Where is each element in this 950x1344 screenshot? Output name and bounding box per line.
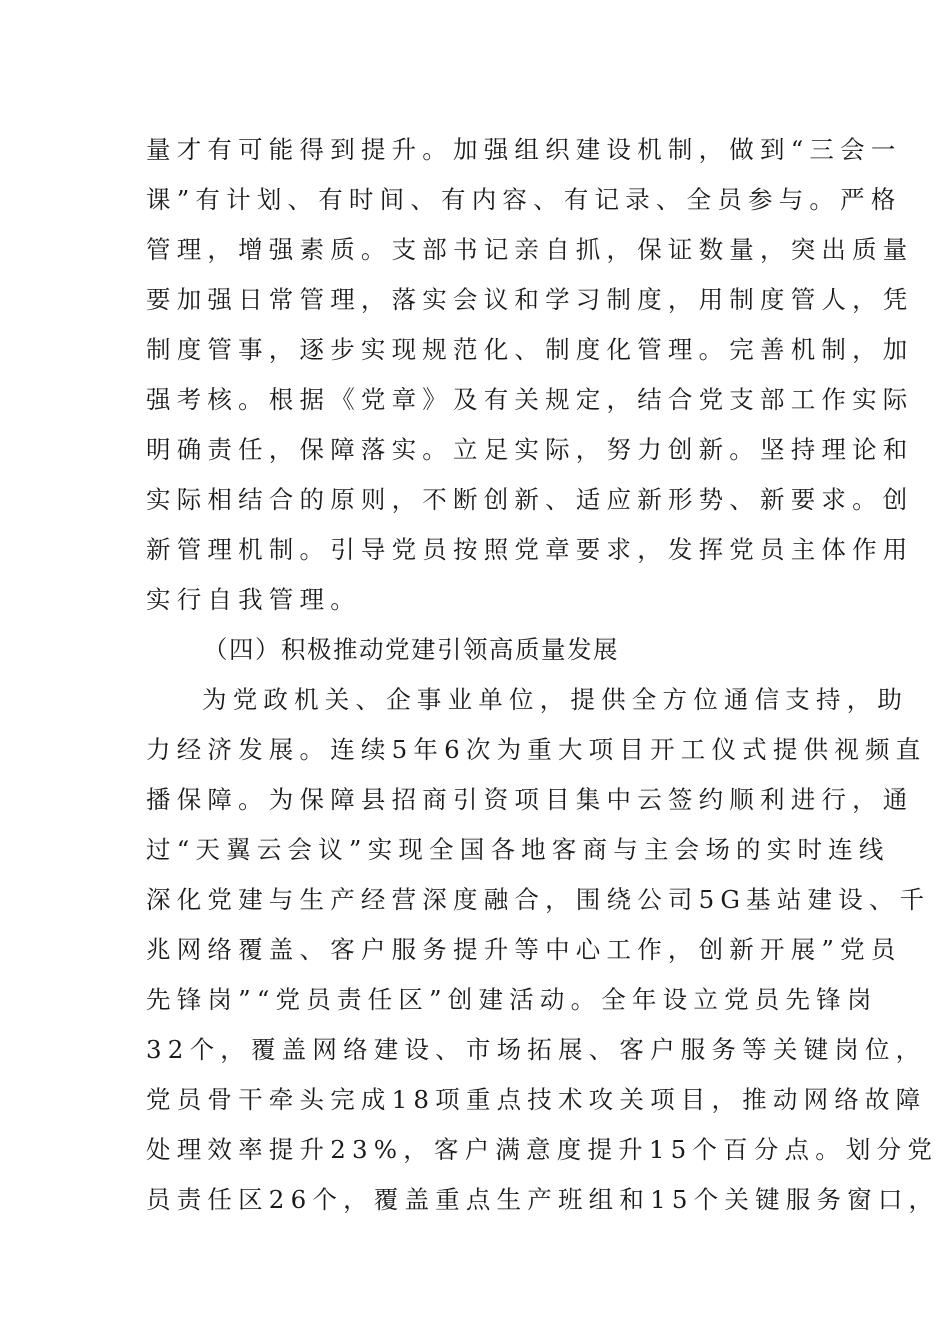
text-line: 为党政机关、企事业单位，提供全方位通信支持，助	[202, 685, 909, 714]
text-line: 先锋岗”“党员责任区”创建活动。全年设立党员先锋岗	[146, 985, 878, 1014]
text-line: 明确责任，保障落实。立足实际，努力创新。坚持理论和	[146, 435, 914, 464]
text-line: 党员骨干牵头完成18项重点技术攻关项目，推动网络故障	[146, 1085, 927, 1114]
text-line: 实行自我管理。	[146, 585, 361, 614]
text-line: 管理，增强素质。支部书记亲自抓，保证数量，突出质量	[146, 235, 914, 264]
text-line: 员责任区26个，覆盖重点生产班组和15个关键服务窗口，	[146, 1185, 940, 1214]
text-line: 新管理机制。引导党员按照党章要求，发挥党员主体作用	[146, 535, 914, 564]
text-line: 力经济发展。连续5年6次为重大项目开工仪式提供视频直	[146, 735, 927, 764]
text-line: 过“天翼云会议”实现全国各地客商与主会场的实时连线	[146, 835, 890, 864]
section-heading: （四）积极推动党建引领高质量发展	[203, 635, 619, 664]
text-line: 强考核。根据《党章》及有关规定，结合党支部工作实际	[146, 385, 914, 414]
text-line: 课”有计划、有时间、有内容、有记录、全员参与。严格	[146, 185, 902, 214]
text-line: 实际相结合的原则，不断创新、适应新形势、新要求。创	[146, 485, 914, 514]
text-line: 量才有可能得到提升。加强组织建设机制，做到“三会一	[146, 135, 902, 164]
text-line: 播保障。为保障县招商引资项目集中云签约顺利进行，通	[146, 785, 914, 814]
text-line: 32个，覆盖网络建设、市场拓展、客户服务等关键岗位，	[146, 1035, 927, 1064]
text-line: 制度管事，逐步实现规范化、制度化管理。完善机制，加	[146, 335, 914, 364]
text-line: 兆网络覆盖、客户服务提升等中心工作，创新开展”党员	[146, 935, 902, 964]
text-line: 深化党建与生产经营深度融合，围绕公司5G基站建设、千	[146, 885, 931, 914]
text-line: 要加强日常管理，落实会议和学习制度，用制度管人，凭	[146, 285, 914, 314]
text-line: 处理效率提升23%，客户满意度提升15个百分点。划分党	[146, 1135, 939, 1164]
